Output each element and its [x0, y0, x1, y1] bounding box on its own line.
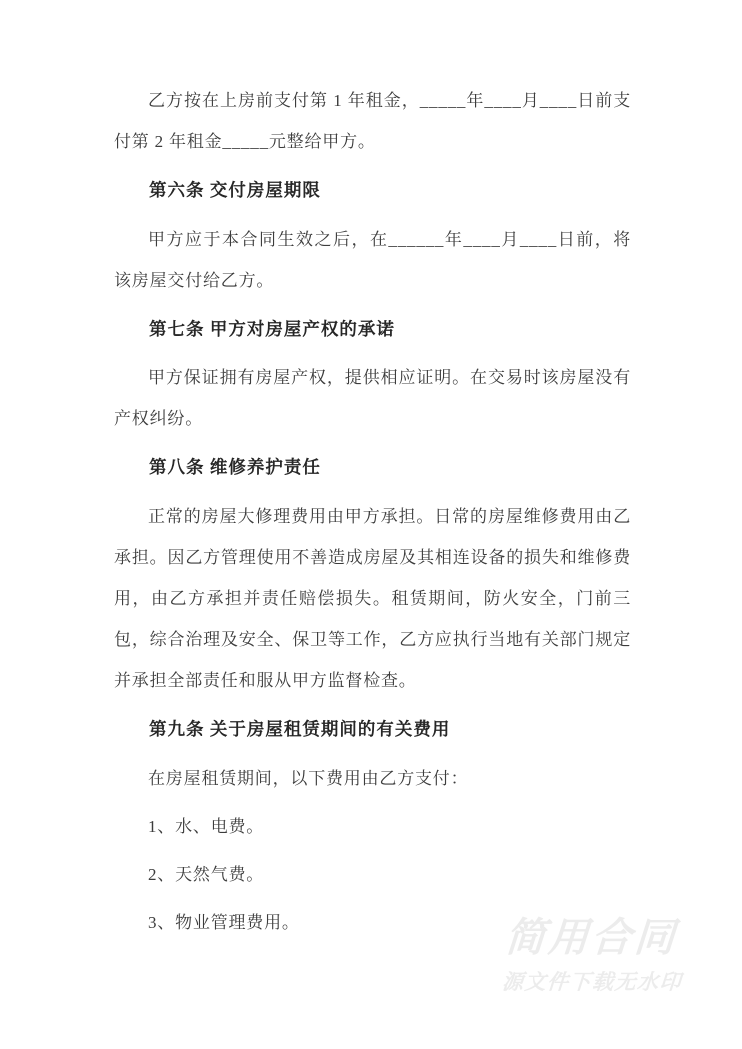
clause-6-heading: 第六条 交付房屋期限 [149, 180, 321, 201]
clause-8-heading: 第八条 维修养护责任 [149, 457, 321, 478]
clause-7-heading: 第七条 甲方对房屋产权的承诺 [149, 318, 395, 339]
fee-list-item-gas: 2、天然气费。 [148, 865, 265, 884]
fee-list-item-property-mgmt: 3、物业管理费用。 [148, 913, 300, 933]
clause-8-paragraph: 正常的房屋大修理费用由甲方承担。日常的房屋维修费用由乙承担。因乙方管理使用不善造成房屋及其相连设备的损失和维修费用，由乙方承担并责任赔偿损失。租赁期间，防火安全，门前三包，综合治理及安全、保卫等工作，乙方应执行当地有关部门规定并承担全部责任和服从甲方监督检查。 [114, 506, 631, 691]
watermark-subtitle-text: 源文件下载无水印 [501, 971, 683, 994]
clause-7-paragraph: 甲方保证拥有房屋产权，提供相应证明。在交易时该房屋没有产权纠纷。 [114, 368, 631, 429]
watermark-brand-text: 简用合同 [503, 916, 679, 960]
contract-document-body [114, 80, 631, 950]
fee-list-item-water-electricity: 1、水、电费。 [148, 816, 265, 836]
clause-9-heading: 第九条 关于房屋租赁期间的有关费用 [149, 719, 451, 740]
clause-9-intro-paragraph: 在房屋租赁期间，以下费用由乙方支付： [148, 768, 469, 788]
clause-5-payment-paragraph: 乙方按在上房前支付第 1 年租金，_____年____月____日前支付第 2 年租金_____元整给甲方。 [114, 91, 631, 152]
clause-6-paragraph: 甲方应于本合同生效之后，在______年____月____日前，将该房屋交付给乙方。 [114, 229, 631, 290]
